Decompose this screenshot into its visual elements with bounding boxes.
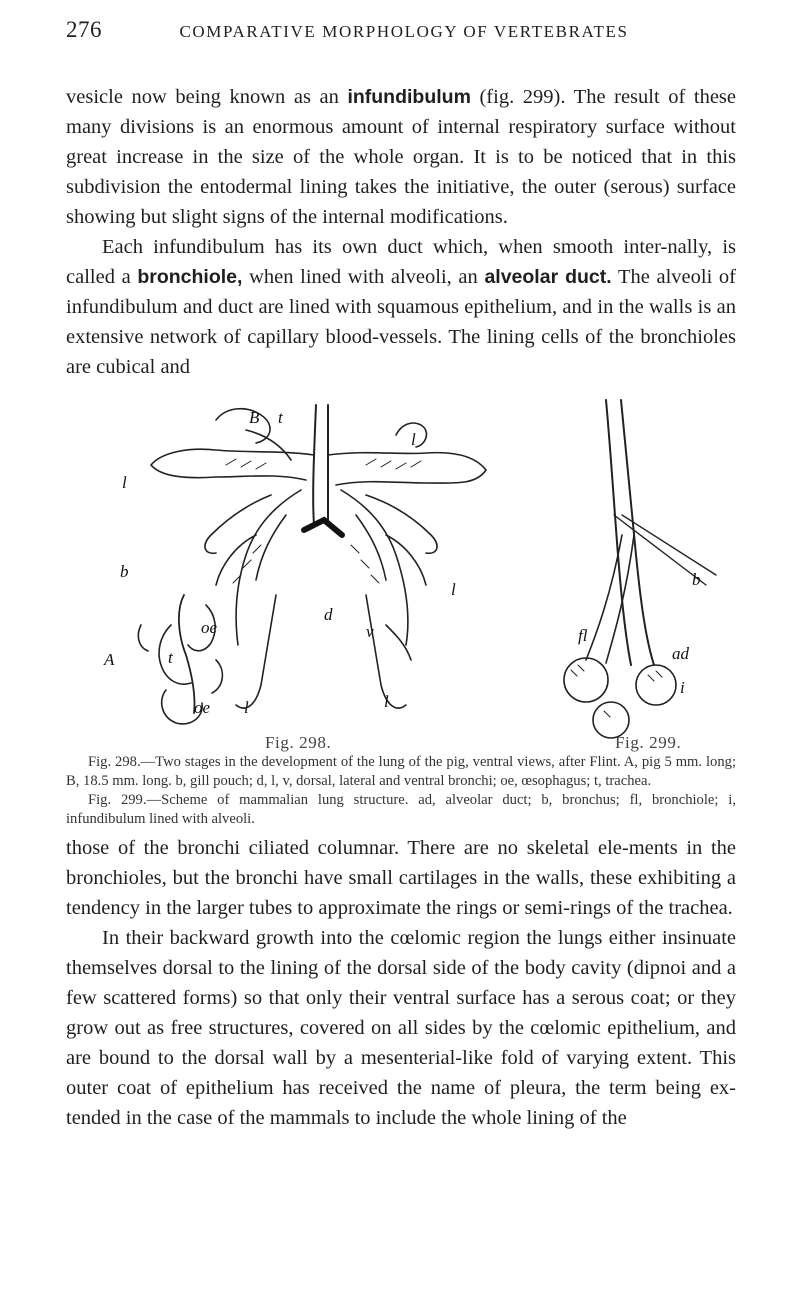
figure-area: [66, 395, 736, 755]
label-i: i: [680, 678, 685, 697]
figure-299-drawing: [564, 400, 716, 738]
label-b-299: b: [692, 570, 701, 589]
body-text-top: [66, 82, 736, 382]
text-run: when lined with alveoli, an: [242, 266, 485, 288]
label-B: B: [249, 408, 260, 427]
label-oe-bottom: oe: [194, 698, 211, 717]
paragraph: those of the bronchi ciliated columnar. There are no skeletal ele-ments in the bronchioles, but the bronchi have small cartilages in the walls, these exhibiting a tendency in the larger tubes to approximate the rings or semi-rings of the trachea.: [66, 837, 736, 919]
label-ad: ad: [672, 644, 689, 663]
label-b: b: [120, 562, 129, 581]
text-run: Each infundibulum has its own duct which, when smooth inter-nally, is called a: [66, 236, 736, 288]
caption-fig-298: Fig. 298.—Two stages in the development of the lung of the pig, ventral views, after Flint. A, pig 5 mm. long; B, 18.5 mm. long. b, gill pouch; d, l, v, dorsal, lateral and ventral bronchi; oe, œsophagus; t, trachea.: [66, 754, 736, 789]
figure-298-letters: [103, 408, 456, 717]
running-head-title: COMPARATIVE MORPHOLOGY OF VERTEBRATES: [179, 22, 629, 41]
paragraph: [66, 232, 736, 382]
label-d: d: [324, 605, 333, 624]
text-run: vesicle now being known as an: [66, 86, 348, 108]
paragraph: In their backward growth into the cœlomic region the lungs either insinuate themselves dorsal to the lining of the dorsal side of the body cavity (dipnoi and a few scattered forms) so that only their ventral surface has a serous coat; or they grow out as free structures, covered on all sides by the cœlomic epithelium, and are bound to the dorsal wall by a mesenterial-like fold of varying extent. This outer coat of epithelium has received the name of pleura, the term being ex-tended in the case of the mammals to include the whole lining of the: [66, 927, 736, 1129]
label-l-top-right: l: [411, 430, 416, 449]
text-run: (fig. 299). The result of these many divisions is an enormous amount of internal respiratory surface without great increase in the size of the whole organ. It is to be noticed that in this subdivision the entodermal lining takes the initiative, the outer (serous) surface showing but slight signs of the internal modifications.: [66, 86, 737, 228]
label-l-bottom-right: l: [384, 692, 389, 711]
lung-illustrations: [66, 395, 736, 755]
label-A: A: [104, 650, 115, 669]
term-infundibulum: infundibulum: [347, 86, 471, 108]
term-alveolar-duct: alveolar duct.: [484, 266, 612, 288]
label-l-left: l: [122, 473, 127, 492]
body-text-bottom: [66, 833, 736, 1133]
text-run: The alveoli of infundibulum and duct are lined with squamous epithelium, and in the walls is an extensive network of capillary blood-vessels. The lining cells of the bronchioles are cubical and: [66, 266, 736, 378]
paragraph: [66, 82, 736, 232]
label-oe-mid: oe: [201, 618, 218, 637]
label-v: v: [366, 622, 374, 641]
figure-298-drawing: [138, 405, 486, 724]
figure-captions: [66, 753, 736, 829]
figure-299-label: Fig. 299.: [615, 733, 682, 752]
figure-298-label: Fig. 298.: [265, 733, 332, 752]
term-bronchiole: bronchiole,: [137, 266, 243, 288]
label-l-bottom-mid: l: [244, 698, 249, 717]
label-fl: fl: [578, 626, 588, 645]
page-number: 276: [66, 17, 102, 42]
label-l-right: l: [451, 580, 456, 599]
running-header: [66, 17, 736, 51]
label-t-top: t: [278, 408, 283, 427]
label-t-mid: t: [168, 648, 173, 667]
caption-fig-299: Fig. 299.—Scheme of mammalian lung structure. ad, alveolar duct; b, bronchus; fl, bronchiole; i, infundibulum lined with alveoli.: [66, 792, 736, 827]
